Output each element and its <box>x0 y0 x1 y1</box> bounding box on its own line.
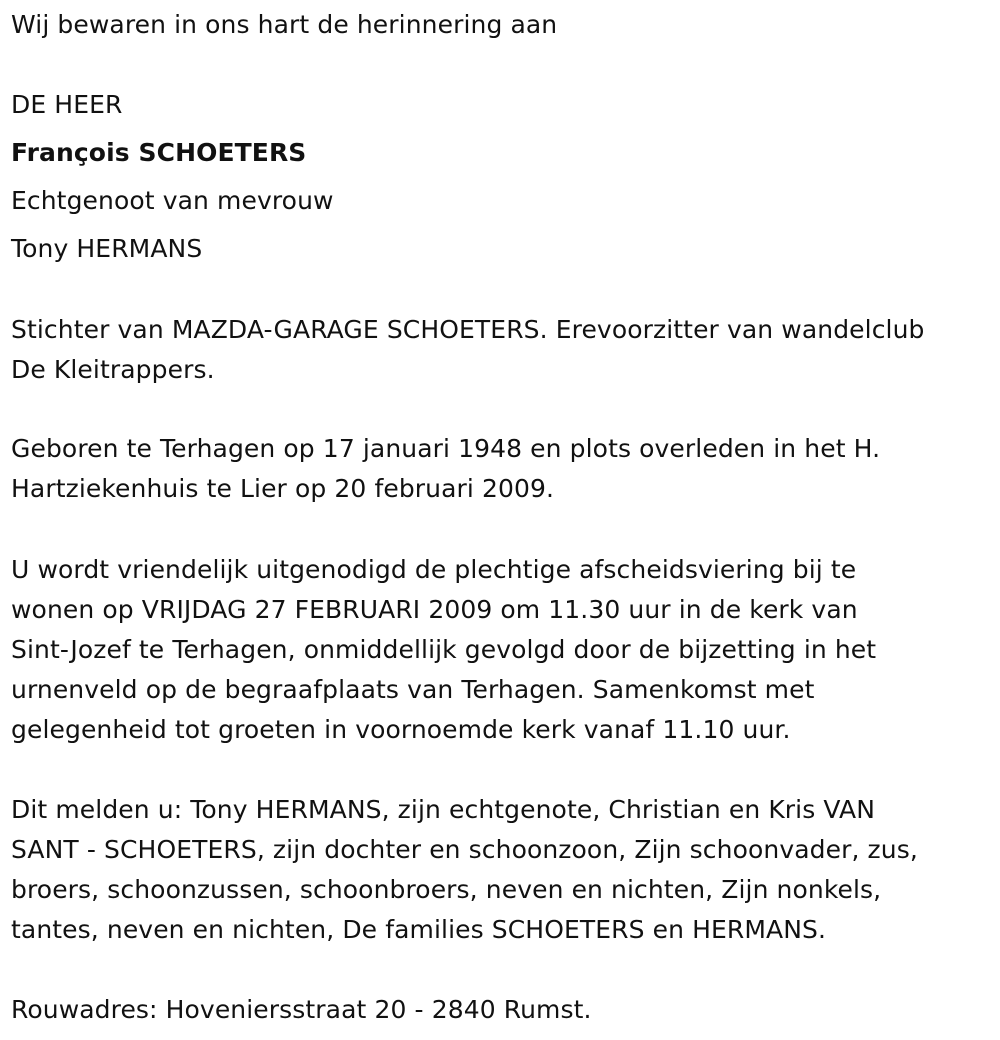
birth-line-1: Geboren te Terhagen op 17 januari 1948 en plots overleden in het H. <box>11 434 881 463</box>
announcement-line-3: broers, schoonzussen, schoonbroers, neven en nichten, Zijn nonkels, <box>11 875 882 904</box>
spouse-name: Tony HERMANS <box>11 234 203 263</box>
announcement-line-1: Dit melden u: Tony HERMANS, zijn echtgenote, Christian en Kris VAN <box>11 795 876 824</box>
announcement-line-2: SANT - SCHOETERS, zijn dochter en schoonzoon, Zijn schoonvader, zus, <box>11 835 918 864</box>
founder-line-1: Stichter van MAZDA-GARAGE SCHOETERS. Erevoorzitter van wandelclub <box>11 315 925 344</box>
invitation-line-3: Sint-Jozef te Terhagen, onmiddellijk gevolgd door de bijzetting in het <box>11 635 877 664</box>
invitation-line-1: U wordt vriendelijk uitgenodigd de plechtige afscheidsviering bij te <box>11 555 857 584</box>
announcement-line-4: tantes, neven en nichten, De families SCHOETERS en HERMANS. <box>11 915 827 944</box>
birth-line-2: Hartziekenhuis te Lier op 20 februari 2009. <box>11 474 555 503</box>
invitation-line-2: wonen op VRIJDAG 27 FEBRUARI 2009 om 11.30 uur in de kerk van <box>11 595 858 624</box>
intro-text: Wij bewaren in ons hart de herinnering aan <box>11 10 558 39</box>
title-text: DE HEER <box>11 90 123 119</box>
spouse-label: Echtgenoot van mevrouw <box>11 186 334 215</box>
invitation-line-5: gelegenheid tot groeten in voornoemde kerk vanaf 11.10 uur. <box>11 715 791 744</box>
founder-line-2: De Kleitrappers. <box>11 355 215 384</box>
mourning-address: Rouwadres: Hoveniersstraat 20 - 2840 Rumst. <box>11 995 592 1024</box>
deceased-name: François SCHOETERS <box>11 138 307 167</box>
invitation-line-4: urnenveld op de begraafplaats van Terhagen. Samenkomst met <box>11 675 815 704</box>
